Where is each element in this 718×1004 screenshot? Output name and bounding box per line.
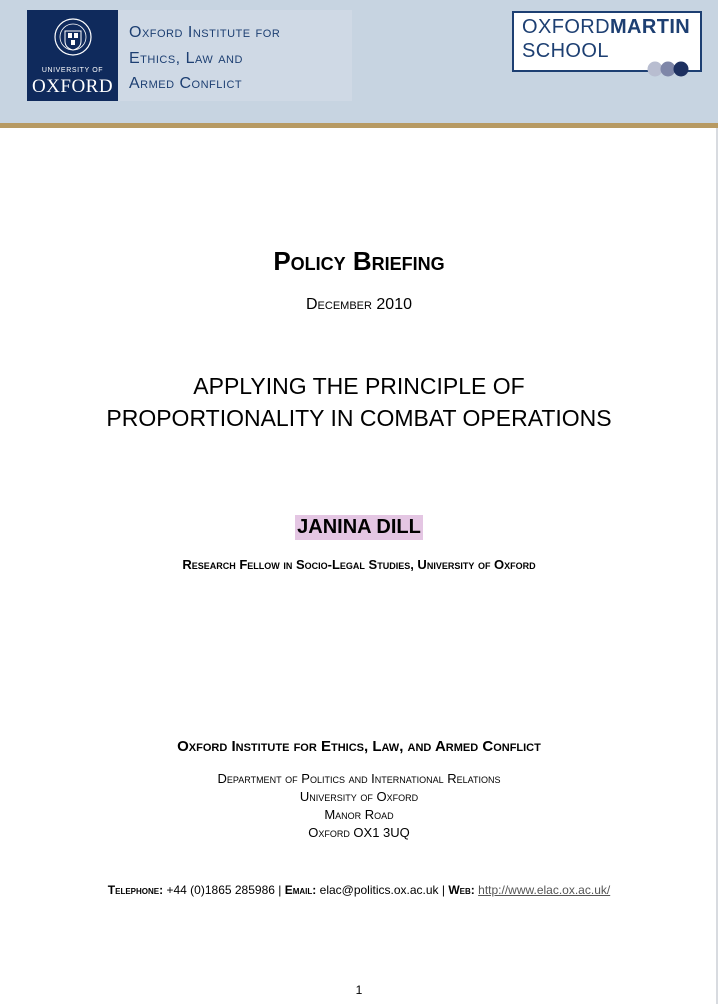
contact-line xyxy=(0,883,718,897)
oxford-martin-oxford: OXFORD xyxy=(522,16,610,38)
email-value: elac@politics.ox.ac.uk xyxy=(319,883,439,897)
institute-wordmark-line: Armed Conflict xyxy=(129,75,243,92)
author-block xyxy=(0,515,718,540)
institute-wordmark-line: Oxford Institute for xyxy=(129,24,281,41)
oxford-crest-icon xyxy=(53,15,93,65)
main-title-line1: APPLYING THE PRINCIPLE OF xyxy=(193,373,525,399)
telephone-value: +44 (0)1865 285986 xyxy=(166,883,275,897)
oxford-martin-dots-icon xyxy=(646,60,692,78)
oxford-martin-school: SCHOOL xyxy=(522,40,609,62)
author-role: Research Fellow in Socio-Legal Studies, University of Oxford xyxy=(182,557,536,572)
email-label: Email: xyxy=(284,883,317,897)
institute-wordmark xyxy=(129,20,349,97)
document-date: December 2010 xyxy=(306,296,412,313)
document-type-title: Policy Briefing xyxy=(273,246,445,276)
author-name: JANINA DILL xyxy=(297,516,421,538)
separator: | xyxy=(278,883,282,897)
oxford-martin-line1 xyxy=(522,16,690,39)
address-line: University of Oxford xyxy=(299,789,419,804)
web-link[interactable]: http://www.elac.ox.ac.uk/ xyxy=(478,883,611,897)
telephone-label: Telephone: xyxy=(107,883,164,897)
institute-name: Oxford Institute for Ethics, Law, and Armed Conflict xyxy=(177,738,541,755)
institute-wordmark-line: Ethics, Law and xyxy=(129,49,243,67)
address-block xyxy=(0,770,718,842)
oxford-wordmark: OXFORD xyxy=(31,76,114,97)
oxford-elac-logo xyxy=(27,10,352,101)
address-line: Department of Politics and International Relations xyxy=(217,771,501,786)
address-line: Oxford OX1 3UQ xyxy=(308,825,410,840)
main-title xyxy=(0,370,718,434)
separator: | xyxy=(441,883,446,897)
header-rule xyxy=(0,123,718,128)
oxford-crest-block xyxy=(27,10,118,101)
address-line: Manor Road xyxy=(324,807,394,822)
main-title-line2: PROPORTIONALITY IN COMBAT OPERATIONS xyxy=(106,405,612,431)
page-number: 1 xyxy=(355,983,363,997)
web-label: Web: xyxy=(448,883,475,897)
oxford-martin-martin: MARTIN xyxy=(609,16,691,38)
university-of-label: UNIVERSITY OF xyxy=(41,67,104,74)
